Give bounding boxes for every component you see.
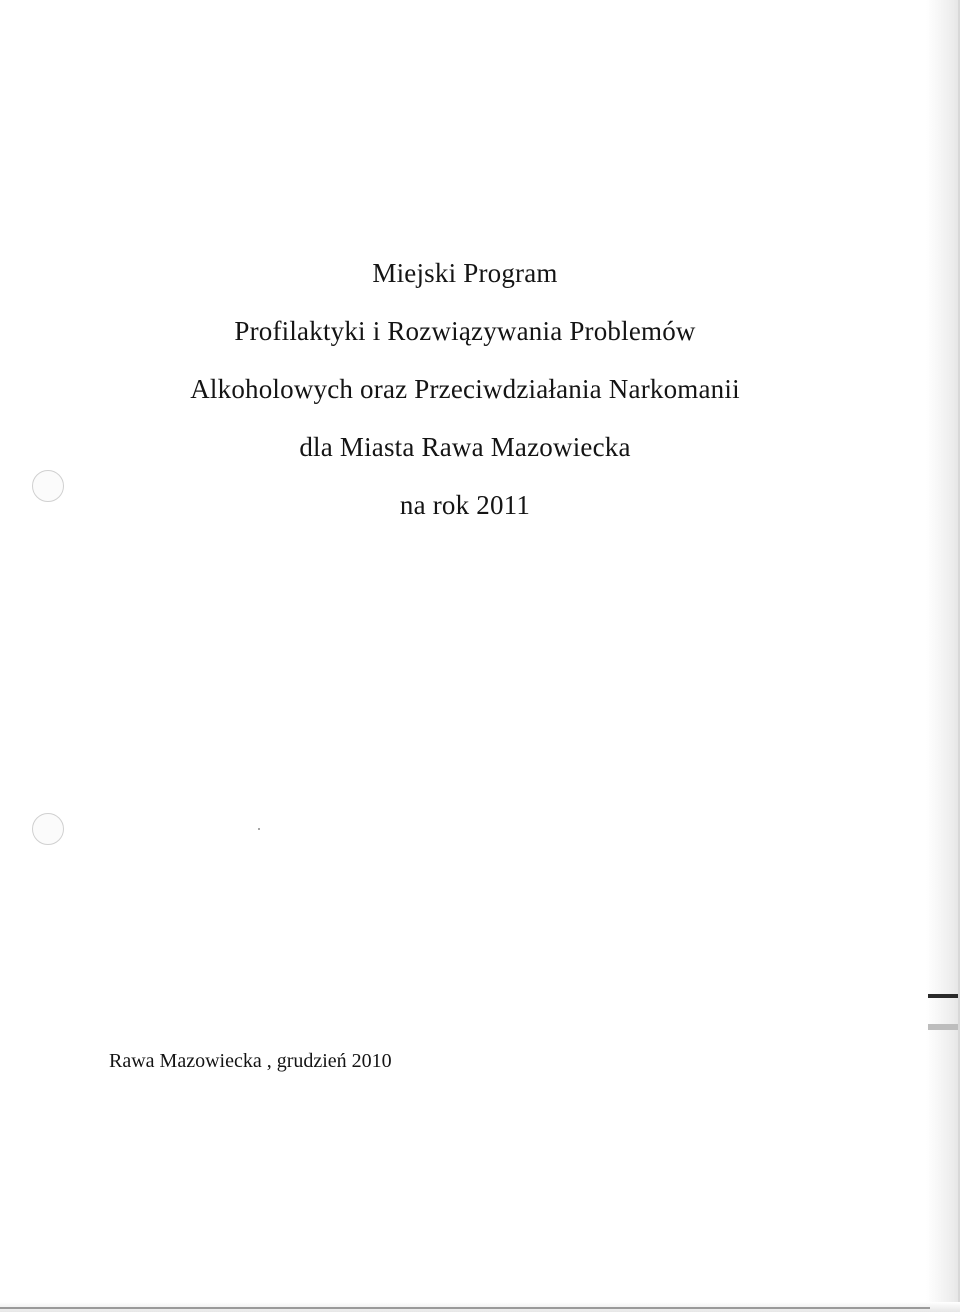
place-date: Rawa Mazowiecka , grudzień 2010 — [109, 1050, 392, 1072]
scan-edge-mark-dark — [928, 994, 958, 998]
punch-hole-bottom — [32, 813, 64, 845]
title-line-miasta: dla Miasta Rawa Mazowiecka — [299, 432, 631, 462]
title-line-program: Miejski Program — [372, 258, 558, 288]
scan-speck — [258, 828, 260, 830]
scan-edge-mark-grey — [928, 1024, 958, 1030]
title-line-alkoholowych: Alkoholowych oraz Przeciwdziałania Narkomanii — [190, 374, 740, 404]
title-line-profilaktyki: Profilaktyki i Rozwiązywania Problemów — [234, 316, 696, 346]
scan-right-edge — [926, 0, 960, 1312]
title-line-year: na rok 2011 — [399, 490, 531, 520]
document-title-block — [0, 244, 930, 534]
scan-bottom-edge-line — [0, 1307, 930, 1309]
